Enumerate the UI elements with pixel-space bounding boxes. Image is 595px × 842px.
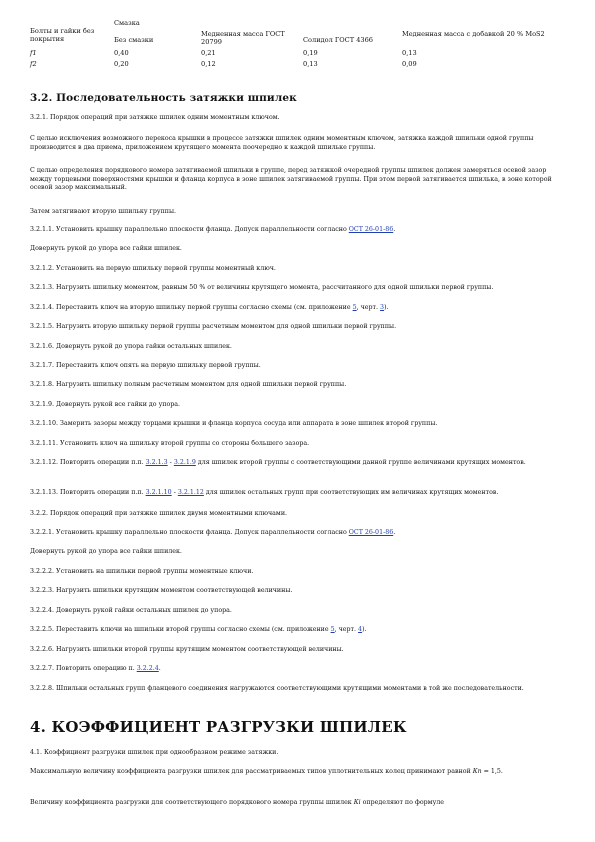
section-heading: 4. КОЭФФИЦИЕНТ РАЗГРУЗКИ ШПИЛЕК (30, 718, 407, 736)
paragraph: 3.2.2.8. Шпильки остальных групп фланцевого соединения нагружаются соответствующими крутящими моментами в той же последовательности. (30, 685, 524, 692)
paragraph: 3.2.2.5. Переставить ключи на шпильки второй группы согласно схемы (см. приложение 5, черт. 4). (30, 626, 367, 633)
clause-link[interactable]: 3.2.1.9 (173, 459, 196, 466)
table-cell: 0,20 (114, 60, 129, 69)
table-cell: 0,21 (201, 48, 216, 57)
ost-link[interactable]: ОСТ 26-01-86 (348, 226, 394, 233)
table-row-label: f1 (30, 48, 37, 57)
table-cell: 0,19 (303, 48, 318, 57)
paragraph: Довернуть рукой до упора все гайки шпилек. (30, 548, 182, 555)
paragraph: 4.1. Коэффициент разгрузки шпилек при однообразном режиме затяжки. (30, 749, 279, 756)
table-cell: 0,40 (114, 48, 129, 57)
appendix-link[interactable]: 5 (352, 304, 357, 311)
table-subheader: Медненная масса с добавкой 20 % MoS2 (402, 30, 545, 38)
clause-link[interactable]: 3.2.1.3 (145, 459, 168, 466)
table-subheader: Медненная масса ГОСТ 20799 (201, 30, 285, 46)
paragraph: 3.2.1.11. Установить ключ на шпильку второй группы со стороны большего зазора. (30, 440, 310, 447)
table-row (30, 57, 572, 69)
table-header-bolts: Болты и гайки без покрытия (30, 27, 95, 43)
table-row-label: f2 (30, 60, 37, 69)
paragraph: 3.2.2.3. Нагрузить шпильки крутящим моментом соответствующей величины. (30, 587, 293, 594)
paragraph: 3.2.1.4. Переставить ключ на вторую шпильку первой группы согласно схемы (см. приложение 5, черт. 3). (30, 304, 389, 311)
paragraph: С целью определения порядкового номера затягиваемой шпильки в группе, перед затяжкой очередной группы шпилек должен замеряться осевой зазор между торцевыми поверхностями крышки и фланца корпуса в зоне шпилек затягиваемой группы. При этом первой затягивается шпилька, в зоне которой осевой зазор максимальный. (30, 167, 552, 192)
table-cell: 0,09 (402, 60, 417, 69)
table-cell: 0,13 (303, 60, 318, 69)
paragraph: 3.2.2.2. Установить на шпильки первой группы моментные ключи. (30, 568, 254, 575)
paragraph: Затем затягивают вторую шпильку группы. (30, 208, 176, 215)
table-cell: 0,12 (201, 60, 216, 69)
table-subheader: Без смазки (114, 36, 154, 44)
section-heading: 3.2. Последовательность затяжки шпилек (30, 92, 297, 104)
paragraph: Максимальную величину коэффициента разгрузки шпилек для рассматриваемых типов уплотнительных колец принимают равной Кп = 1,5. (30, 768, 503, 775)
paragraph: 3.2.1.12. Повторить операции п.п. 3.2.1.3 - 3.2.1.9 для шпилек второй группы с соответствующими данной группе величинами крутящих моментов. (30, 459, 526, 466)
paragraph: 3.2.2.7. Повторить операцию п. 3.2.2.4. (30, 665, 161, 672)
paragraph: 3.2.2.6. Нагрузить шпильки второй группы крутящим моментом соответствующей величины. (30, 646, 344, 653)
table-cell: 0,13 (402, 48, 417, 57)
clause-link[interactable]: 3.2.1.10 (145, 489, 172, 496)
paragraph: 3.2.1.6. Довернуть рукой до упора гайки остальных шпилек. (30, 343, 232, 350)
paragraph: Величину коэффициента разгрузки для соответствующего порядкового номера группы шпилек Кi определяют по формуле (30, 799, 445, 806)
paragraph: 3.2.1.5. Нагрузить вторую шпильку первой группы расчетным моментом для одной шпильки первой группы. (30, 323, 397, 330)
paragraph: 3.2.1.13. Повторить операции п.п. 3.2.1.10 - 3.2.1.12 для шпилек остальных групп при соответствующих им величинах крутящих моментов. (30, 489, 499, 496)
table-row (30, 47, 572, 58)
table-subheader: Солидол ГОСТ 4366 (303, 36, 374, 44)
clause-link[interactable]: 3.2.2.4 (136, 665, 159, 672)
paragraph: 3.2.1. Порядок операций при затяжке шпилек одним моментным ключом. (30, 114, 280, 121)
paragraph: 3.2.1.8. Нагрузить шпильку полным расчетным моментом для одной шпильки первой группы. (30, 381, 347, 388)
paragraph: 3.2.2.1. Установить крышку параллельно плоскости фланца. Допуск параллельности согласно ОСТ 26-01-86. (30, 529, 396, 536)
paragraph: 3.2.1.1. Установить крышку параллельно плоскости фланца. Допуск параллельности согласно ОСТ 26-01-86. (30, 226, 396, 233)
drawing-link[interactable]: 4 (358, 626, 363, 633)
appendix-link[interactable]: 5 (330, 626, 335, 633)
paragraph: 3.2.1.3. Нагрузить шпильку моментом, равным 50 % от величины крутящего момента, рассчитанного для одной шпильки первой группы. (30, 284, 494, 291)
paragraph: 3.2.2. Порядок операций при затяжке шпилек двумя моментными ключами. (30, 510, 288, 517)
paragraph: 3.2.1.2. Установить на первую шпильку первой группы моментный ключ. (30, 265, 276, 272)
paragraph: 3.2.2.4. Довернуть рукой гайки остальных шпилек до упора. (30, 607, 232, 614)
drawing-link[interactable]: 3 (380, 304, 385, 311)
paragraph: 3.2.1.7. Переставить ключ опять на первую шпильку первой группы. (30, 362, 261, 369)
friction-coefficients-table (30, 20, 572, 69)
table-header-lubricant: Смазка (114, 19, 140, 27)
ost-link[interactable]: ОСТ 26-01-86 (348, 529, 394, 536)
paragraph: 3.2.1.9. Довернуть рукой все гайки до упора. (30, 401, 181, 408)
clause-link[interactable]: 3.2.1.12 (177, 489, 204, 496)
paragraph: Довернуть рукой до упора все гайки шпилек. (30, 245, 182, 252)
paragraph: 3.2.1.10. Замерить зазоры между торцами крышки и фланца корпуса сосуда или аппарата в зоне шпилек второй группы. (30, 420, 438, 427)
paragraph: С целью исключения возможного перекоса крышки в процессе затяжки шпилек одним моментным ключом, затяжка каждой шпильки одной группы производится в два приема, приложением крутящего момента поочередно к каждой шпильке группы. (30, 135, 534, 151)
